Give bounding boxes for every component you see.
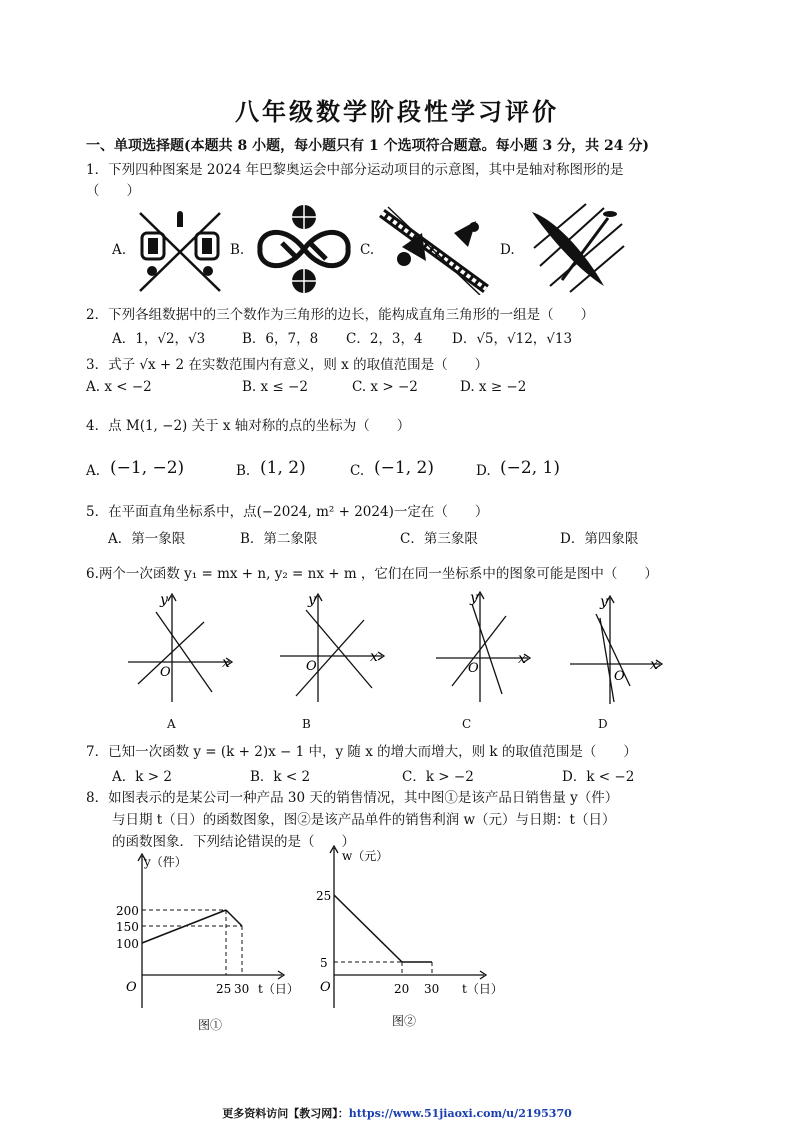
q6-a-axis-x: x [222,655,230,671]
q4-stem: 4．点 M(1, −2) 关于 x 轴对称的点的坐标为（ ） [86,418,411,434]
fig1-xlabel: t（日） [258,982,299,996]
q6-graph-d [566,590,676,710]
q3-stem: 3．式子 √x + 2 在实数范围内有意义，则 x 的取值范围是（ ） [86,357,489,373]
q4-option-b-label: B. [236,463,251,479]
q8-line-3: 的函数图象．下列结论错误的是（ ） [112,834,355,850]
q6-b-axis-y: y [308,592,316,608]
q8-line-2: 与日期 t（日）的函数图象，图②是该产品单件的销售利润 w（元）与日期：t（日） [112,812,616,828]
q6-label-c: C [462,717,472,731]
q5-option-c: C．第三象限 [400,531,478,547]
q7-option-c: C．k > −2 [402,769,474,785]
q3-option-d: D. x ≥ −2 [460,379,527,395]
q4-option-c: (−1, 2) [374,458,434,478]
q4-option-c-label: C. [350,463,365,479]
q1-option-b: B. [230,242,245,258]
q6-label-b: B [302,717,311,731]
q2-option-b: B．6，7，8 [242,331,319,347]
q8-line-1: 8．如图表示的是某公司一种产品 30 天的销售情况，其中图①是该产品日销售量 y（件） [86,790,619,806]
fig2-xlabel: t（日） [462,982,503,996]
q5-stem: 5．在平面直角坐标系中，点(−2024, m² + 2024)一定在（ ） [86,504,489,520]
footer-link[interactable]: https://www.51jiaoxi.com/u/2195370 [348,1107,572,1120]
canoe-icon [526,200,626,296]
q6-a-axis-y: y [160,592,168,608]
q2-option-a: A．1，√2，√3 [112,331,206,347]
q4-option-a: (−1, −2) [110,458,185,478]
q6-c-origin: O [468,661,479,676]
basketball-icon [254,203,354,295]
figure-2-caption: 图② [392,1014,417,1028]
page-title: 八年级数学阶段性学习评价 [235,97,559,126]
q6-c-axis-x: x [518,651,526,667]
q1-answer-paren: （ ） [86,183,140,199]
q2-option-c: C．2，3，4 [346,331,423,347]
q3-option-c: C. x > −2 [352,379,418,395]
q6-b-origin: O [306,659,317,674]
fig1-ylabel: y（件） [144,855,187,869]
figure-1-sales-volume [100,850,310,1010]
q7-option-d: D．k < −2 [562,769,635,785]
q6-c-axis-y: y [470,590,478,606]
q4-option-a-label: A. [86,463,101,479]
q2-option-d: D．√5，√12，√13 [452,331,573,347]
footer-text: 更多资料访问【教习网】： [222,1107,349,1120]
q5-option-b: B．第二象限 [240,531,318,547]
footer [0,1105,794,1121]
fig1-xtick-25: 25 [216,982,232,996]
fig1-ytick-150: 150 [116,920,139,934]
q6-graph-b [276,590,396,710]
fig2-ytick-5: 5 [320,956,328,970]
fig2-origin: O [320,980,331,995]
q3-option-a: A. x < −2 [86,379,152,395]
figure-1-caption: 图① [198,1018,223,1032]
badminton-icon [378,203,490,295]
fig1-origin: O [126,980,137,995]
fig2-xtick-30: 30 [424,982,440,996]
q1-option-c: C. [360,242,375,258]
q4-option-b: (1, 2) [260,458,306,478]
q6-label-d: D [598,717,608,731]
q3-option-b: B. x ≤ −2 [242,379,308,395]
q4-option-d-label: D. [476,463,491,479]
q6-d-origin: O [614,669,625,684]
q6-a-origin: O [160,665,171,680]
q5-option-d: D．第四象限 [560,531,639,547]
q6-stem: 6.两个一次函数 y₁ = mx + n, y₂ = nx + m ，它们在同一坐标系中的图象可能是图中（ ） [86,566,658,582]
q7-option-a: A．k > 2 [112,769,172,785]
fig1-ytick-100: 100 [116,937,139,951]
q6-graph-a [120,590,240,710]
q7-stem: 7．已知一次函数 y = (k + 2)x − 1 中，y 随 x 的增大而增大，则 k 的取值范围是（ ） [86,744,637,760]
q4-option-d: (−2, 1) [500,458,560,478]
q2-stem: 2．下列各组数据中的三个数作为三角形的边长，能构成直角三角形的一组是（ ） [86,307,595,323]
q6-b-axis-x: x [370,649,378,665]
figure-2-unit-profit [304,842,514,1010]
fig1-xtick-30: 30 [234,982,250,996]
q7-option-b: B．k < 2 [250,769,311,785]
fig1-ytick-200: 200 [116,904,139,918]
fig2-xtick-20: 20 [394,982,410,996]
fig2-ytick-25: 25 [316,889,332,903]
q6-graph-c [432,588,552,710]
q6-label-a: A [167,717,176,731]
q6-d-axis-x: x [650,657,658,673]
q1-option-d: D. [500,242,515,258]
fig2-ylabel: w（元） [342,849,389,863]
q5-option-a: A．第一象限 [108,531,186,547]
fencing-icon [132,205,228,295]
q1-option-a: A. [112,242,127,258]
section-heading: 一、单项选择题(本题共 8 小题，每小题只有 1 个选项符合题意。每小题 3 分，共 24 分) [86,138,649,154]
q6-d-axis-y: y [600,594,608,610]
q1-stem: 1．下列四种图案是 2024 年巴黎奥运会中部分运动项目的示意图，其中是轴对称图形的是 [86,162,624,178]
